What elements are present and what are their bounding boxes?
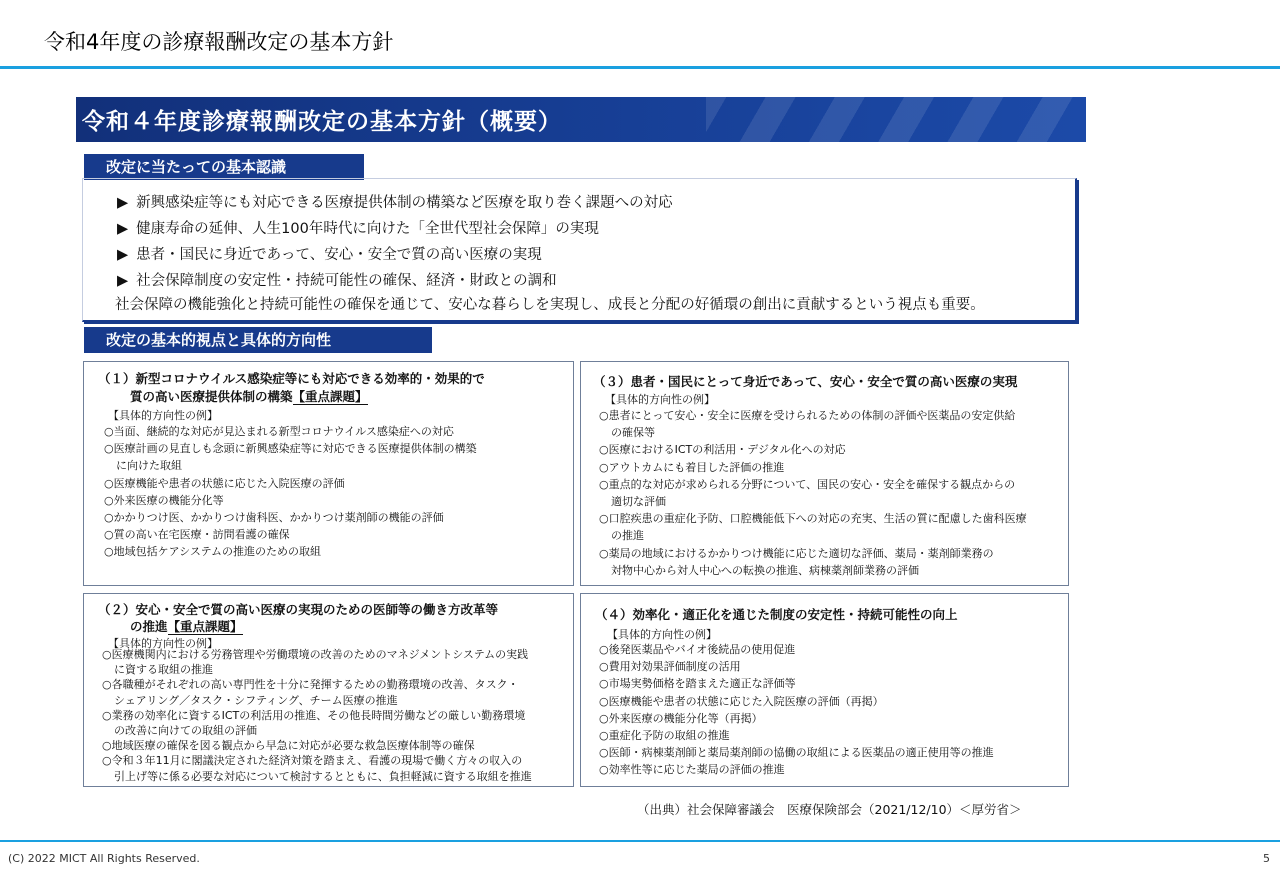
panel-title-line1: （１）新型コロナウイルス感染症等にも対応できる効率的・効果的で (98, 371, 485, 386)
recognition-item (117, 217, 599, 238)
copyright-text: (C) 2022 MICT All Rights Reserved. (8, 852, 200, 865)
page-number: 5 (1263, 852, 1270, 865)
section-label-viewpoints: 改定の基本的視点と具体的方向性 (84, 327, 432, 353)
list-item: ○各職種がそれぞれの高い専門性を十分に発揮するための勤務環境の改善、タスク・ (102, 678, 519, 692)
list-item: ○重点的な対応が求められる分野について、国民の安心・安全を確保する観点からの (599, 477, 1016, 491)
panel-item-list (599, 407, 1027, 579)
list-item-continuation: の改善に向けての取組の評価 (114, 724, 257, 738)
list-item: ○口腔疾患の重症化予防、口腔機能低下への対応の充実、生活の質に配慮した歯科医療 (599, 512, 1027, 526)
panel-subheading: 【具体的方向性の例】 (607, 628, 717, 641)
list-item: ○当面、継続的な対応が見込まれる新型コロナウイルス感染症への対応 (104, 425, 454, 438)
list-item-continuation: 適切な評価 (611, 495, 666, 509)
title-divider (0, 66, 1280, 69)
recognition-item (117, 243, 542, 264)
priority-tag: 【重点課題】 (167, 619, 243, 634)
banner-stripes-decoration (706, 97, 1086, 142)
list-item: ○医療機能や患者の状態に応じた入院医療の評価（再掲） (599, 694, 884, 708)
recognition-item (117, 191, 673, 212)
list-item: ○薬局の地域におけるかかりつけ機能に応じた適切な評価、薬局・薬剤師業務の (599, 546, 994, 560)
triangle-bullet-icon: ▶ (117, 273, 129, 289)
panel-viewpoint-1 (83, 361, 574, 586)
panel-title-line2 (130, 617, 243, 635)
panel-subheading: 【具体的方向性の例】 (605, 393, 715, 406)
recognition-summary: 社会保障の機能強化と持続可能性の確保を通じて、安心な暮らしを実現し、成長と分配の好循環の創出に貢献するという視点も重要。 (115, 297, 985, 313)
panel-title-line1: （３）患者・国民にとって身近であって、安心・安全で質の高い医療の実現 (593, 374, 1018, 389)
list-item: ○医療計画の見直しも念頭に新興感染症等に対応できる医療提供体制の構築 (104, 442, 477, 456)
panel-title-line2 (130, 387, 368, 405)
list-item: ○後発医薬品やバイオ後続品の使用促進 (599, 643, 796, 656)
list-item: ○重症化予防の取組の推進 (599, 729, 730, 743)
panel-viewpoint-4 (580, 593, 1069, 787)
recognition-item-text: 社会保障制度の安定性・持続可能性の確保、経済・財政との調和 (136, 273, 557, 289)
footer-divider (0, 840, 1280, 842)
triangle-bullet-icon: ▶ (117, 247, 129, 263)
list-item: ○令和３年11月に閣議決定された経済対策を踏まえ、看護の現場で働く方々の収入の (102, 754, 523, 768)
list-item: ○アウトカムにも着目した評価の推進 (599, 460, 785, 474)
list-item: ○医師・病棟薬剤師と薬局薬剤師の協働の取組による医薬品の適正使用等の推進 (599, 746, 994, 760)
panel-title-line1: （２）安心・安全で質の高い医療の実現のための医師等の働き方改革等 (98, 602, 499, 617)
list-item-continuation: シェアリング／タスク・シフティング、チーム医療の推進 (114, 693, 398, 707)
panel-subheading: 【具体的方向性の例】 (108, 409, 218, 422)
list-item-continuation: の確保等 (611, 426, 655, 440)
list-item: ○質の高い在宅医療・訪問看護の確保 (104, 528, 290, 542)
section-label-basic-recognition: 改定に当たっての基本認識 (84, 154, 364, 180)
panel-item-list (599, 641, 994, 779)
list-item: ○効率性等に応じた薬局の評価の推進 (599, 763, 785, 777)
panel-title-text: 質の高い医療提供体制の構築 (130, 389, 293, 404)
list-item: ○費用対効果評価制度の活用 (599, 660, 741, 674)
list-item-continuation: に資する取組の推進 (114, 663, 213, 677)
triangle-bullet-icon: ▶ (117, 221, 129, 237)
page-title: 令和4年度の診療報酬改定の基本方針 (44, 30, 394, 54)
list-item: ○市場実勢価格を踏まえた適正な評価等 (599, 677, 796, 691)
panel-title-line1: （４）効率化・適正化を通じた制度の安定性・持続可能性の向上 (595, 607, 958, 622)
list-item: ○かかりつけ医、かかりつけ歯科医、かかりつけ薬剤師の機能の評価 (104, 511, 444, 525)
source-citation: （出典）社会保障審議会 医療保険部会（2021/12/10）＜厚労省＞ (637, 802, 1022, 817)
list-item: ○地域包括ケアシステムの推進のための取組 (104, 545, 322, 559)
basic-recognition-box (82, 178, 1077, 322)
list-item-continuation: に向けた取組 (116, 459, 182, 473)
list-item-continuation: 対物中心から対人中心への転換の推進、病棟薬剤師業務の評価 (611, 563, 919, 577)
panel-title-text: の推進 (130, 619, 168, 634)
slide-banner (76, 97, 1086, 142)
panel-viewpoint-3 (580, 361, 1069, 586)
list-item: ○業務の効率化に資するICTの利活用の推進、その他長時間労働などの厳しい勤務環境 (102, 708, 526, 722)
list-item-continuation: 引上げ等に係る必要な対応について検討するとともに、負担軽減に資する取組を推進 (114, 769, 532, 783)
banner-title: 令和４年度診療報酬改定の基本方針（概要） (82, 109, 562, 135)
list-item: ○外来医療の機能分化等 (104, 493, 224, 507)
priority-tag: 【重点課題】 (292, 389, 368, 404)
list-item: ○患者にとって安心・安全に医療を受けられるための体制の評価や医薬品の安定供給 (599, 409, 1016, 422)
recognition-item-text: 患者・国民に身近であって、安心・安全で質の高い医療の実現 (136, 247, 542, 263)
panel-subheading: 【具体的方向性の例】 (108, 637, 218, 650)
list-item: ○医療機関内における労務管理や労働環境の改善のためのマネジメントシステムの実践 (102, 648, 529, 661)
list-item: ○外来医療の機能分化等（再掲） (599, 711, 763, 725)
list-item-continuation: の推進 (611, 529, 644, 543)
recognition-item (117, 269, 557, 290)
list-item: ○地域医療の確保を図る観点から早急に対応が必要な救急医療体制等の確保 (102, 739, 475, 753)
triangle-bullet-icon: ▶ (117, 195, 129, 211)
recognition-item-text: 新興感染症等にも対応できる医療提供体制の構築など医療を取り巻く課題への対応 (136, 195, 673, 211)
panel-item-list (102, 647, 532, 784)
panel-item-list (104, 423, 477, 561)
list-item: ○医療におけるICTの利活用・デジタル化への対応 (599, 443, 846, 457)
list-item: ○医療機能や患者の状態に応じた入院医療の評価 (104, 476, 345, 490)
panel-viewpoint-2 (83, 593, 574, 787)
recognition-item-text: 健康寿命の延伸、人生100年時代に向けた「全世代型社会保障」の実現 (136, 221, 599, 237)
